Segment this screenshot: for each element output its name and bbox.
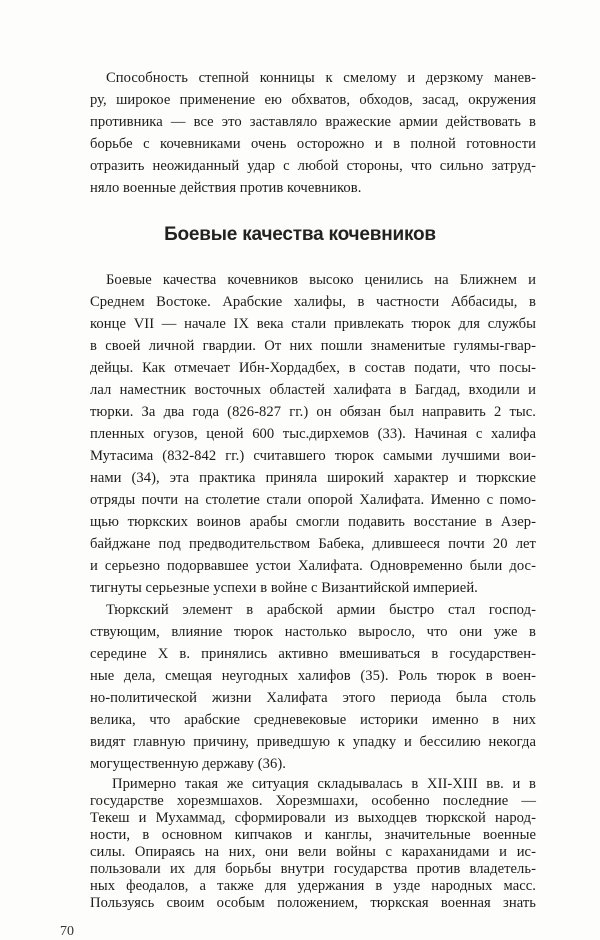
text-line: ру, широкое применение ею обхватов, обходов, засад, окружения <box>90 92 536 108</box>
text-line: Пользуясь своим особым положением, тюркская военная знать <box>90 895 536 911</box>
text-line: конце VII — начале IX века стали привлекать тюрок для службы <box>90 316 536 332</box>
text-line: и серьезно подорвавшее устои Халифата. Одновременно были дос- <box>90 558 536 574</box>
text-line: щью тюркских воинов арабы смогли подавить восстание в Азер- <box>90 514 536 530</box>
text-line: в своей личной гвардии. От них пошли знаменитые гулямы-гвар- <box>90 338 536 354</box>
text-line: нами (34), эта практика приняла широкий характер и тюркские <box>90 470 536 486</box>
text-line: байджане под предводительством Бабека, длившееся почти 20 лет <box>90 536 536 552</box>
text-line: Среднем Востоке. Арабские халифы, в частности Аббасиды, в <box>90 294 536 310</box>
text-line: ные дела, смещая неугодных халифов (35). Роль тюрок в воен- <box>90 668 536 684</box>
text-line: борьбе с кочевниками очень осторожно и в полной готовности <box>90 136 536 152</box>
text-line: ности, в основном кипчаков и канглы, значительные военные <box>90 827 536 843</box>
text-line: пленных огузов, ценой 600 тыс.дирхемов (33). Начиная с халифа <box>90 426 536 442</box>
text-line: но-политической жизни Халифата этого периода была столь <box>90 690 536 706</box>
text-line: тюрки. За два года (826-827 гг.) он обязан был направить 2 тыс. <box>90 404 536 420</box>
text-line: отразить неожиданный удар с любой стороны, что сильно затруд- <box>90 158 536 174</box>
text-line: силы. Опираясь на них, они вели войны с караханидами и ис- <box>90 844 536 860</box>
text-line: отряды почти на столетие стали опорой Халифата. Именно с помо- <box>90 492 536 508</box>
text-line: могущественную державу (36). <box>90 756 286 772</box>
text-line: Тюркский элемент в арабской армии быстро стал господ- <box>106 602 536 618</box>
text-line: середине X в. принялись активно вмешиваться в государствен- <box>90 646 536 662</box>
text-line: Мутасима (832-842 гг.) считавшего тюрок самыми лучшими вои- <box>90 448 536 464</box>
text-line: лал наместник восточных областей халифата в Багдад, входили и <box>90 382 536 398</box>
text-line: Примерно такая же ситуация складывалась в XII-XIII вв. и в <box>112 776 536 792</box>
text-line: тигнуты серьезные успехи в войне с Византийской империей. <box>90 580 478 596</box>
text-line: государстве хорезмшахов. Хорезмшахи, особенно последние — <box>90 793 536 809</box>
text-line: Текеш и Мухаммад, сформировали из выходцев тюркской народ- <box>90 810 536 826</box>
page-number: 70 <box>60 924 74 939</box>
text-line: велика, что арабские средневековые историки именно в них <box>90 712 536 728</box>
section-heading: Боевые качества кочевников <box>164 224 436 245</box>
text-line: ных феодалов, а также для удержания в узде народных масс. <box>90 878 536 894</box>
text-line: пользовали их для борьбы внутри государства против владетель- <box>90 861 536 877</box>
text-line: Боевые качества кочевников высоко ценились на Ближнем и <box>106 272 536 288</box>
text-line: видят главную причину, приведшую к упадку и бессилию некогда <box>90 734 536 750</box>
text-line: няло военные действия против кочевников. <box>90 180 362 196</box>
text-line: Способность степной конницы к смелому и дерзкому манев- <box>106 70 536 86</box>
text-line: противника — все это заставляло вражеские армии действовать в <box>90 114 536 130</box>
text-line: ствующим, влияние тюрок настолько выросло, что они уже в <box>90 624 536 640</box>
text-line: дейцы. Как отмечает Ибн-Хордадбех, в состав подати, что посы- <box>90 360 536 376</box>
